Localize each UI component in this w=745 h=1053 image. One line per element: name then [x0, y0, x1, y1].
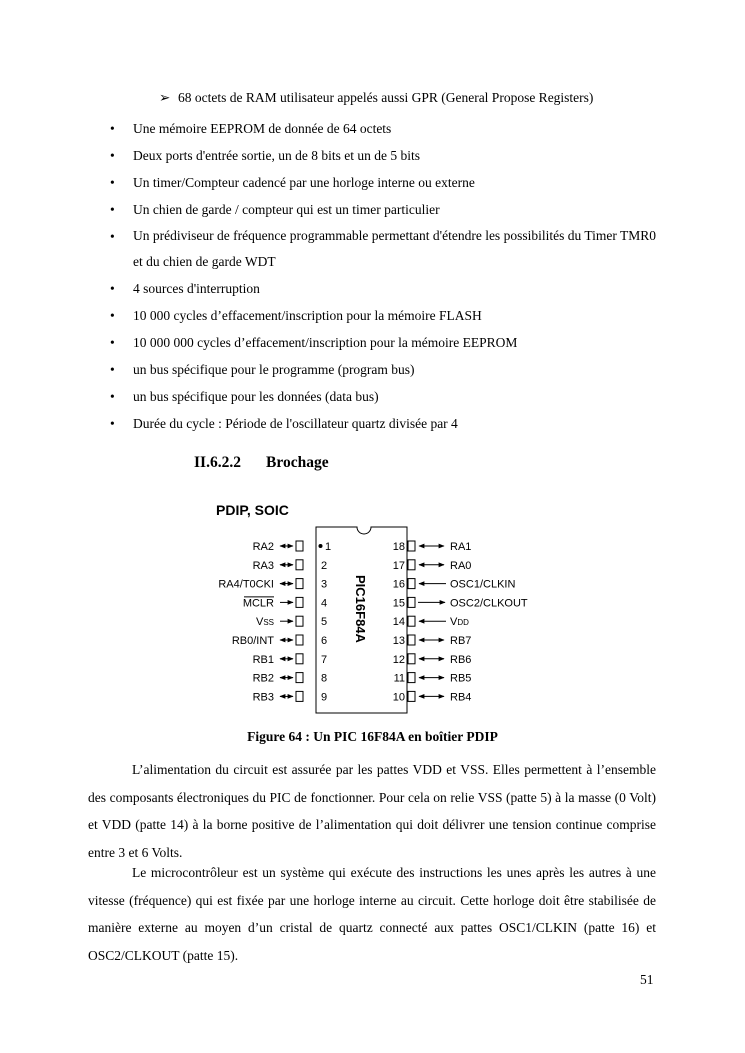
bullet-dot-icon: • — [110, 229, 115, 244]
list-item: • Durée du cycle : Période de l'oscillateur quartz divisée par 4 — [108, 410, 656, 437]
arrow-bullet-icon: ➢ — [159, 90, 171, 105]
pin-label-12: RB6 — [450, 653, 472, 666]
pinout-diagram — [0, 495, 745, 720]
pin-label-13: RB7 — [450, 635, 472, 647]
pin-number-11: 11 — [393, 672, 405, 685]
pin-number-6: 6 — [321, 635, 328, 647]
pin-number-8: 8 — [321, 672, 328, 685]
pin-label-10: RB4 — [450, 691, 472, 704]
pin-15-pad — [408, 597, 415, 607]
pin-label-8: RB2 — [252, 672, 274, 685]
pin-number-14: 14 — [392, 616, 405, 629]
figure-caption: Figure 64 : Un PIC 16F84A en boîtier PDIP — [247, 729, 498, 744]
pin-label-6: RB0/INT — [231, 635, 274, 647]
pin-number-9: 9 — [321, 691, 328, 704]
pin-label-9: RB3 — [252, 691, 274, 704]
list-item: • Un timer/Compteur cadencé par une horloge interne ou externe — [108, 169, 656, 196]
pin-number-2: 2 — [321, 559, 328, 572]
pin-label-3: RA4/T0CKI — [218, 578, 274, 591]
bullet-dot-icon: • — [110, 175, 115, 190]
paragraph: Le microcontrôleur est un système qui exécute des instructions les unes après les autres à une vitesse (fréquence) qui est fixée par une horloge interne au circuit. Cette horloge doit être stabilisée de manière externe au moyen d’un cristal de quartz connecté aux pattes OSC1/CLKIN (patte 16) et OSC2/CLKOUT (patte 15). — [88, 865, 656, 963]
bullet-dot-icon: • — [110, 281, 115, 296]
list-item: • Deux ports d'entrée sortie, un de 8 bits et un de 5 bits — [108, 142, 656, 169]
pin-label-7: RB1 — [252, 653, 274, 666]
pin-number-3: 3 — [321, 578, 328, 591]
pin-6-pad — [296, 635, 303, 645]
pin-12-pad — [408, 654, 415, 664]
pin-label-5: VSS — [255, 616, 274, 629]
pin-label-16: OSC1/CLKIN — [450, 578, 516, 591]
bullet-dot-icon: • — [110, 148, 115, 163]
package-label: PDIP, SOIC — [216, 502, 289, 518]
bullet-dot-icon: • — [110, 416, 115, 431]
pin-label-15: OSC2/CLKOUT — [450, 597, 528, 610]
pin-14-pad — [408, 616, 415, 626]
pin-number-1: 1 — [322, 541, 332, 553]
list-item: • un bus spécifique pour le programme (program bus) — [108, 356, 656, 383]
bullet-dot-icon: • — [110, 308, 115, 323]
pin-number-18: 18 — [392, 541, 405, 553]
bullet-dot-icon: • — [110, 335, 115, 350]
pin-3-pad — [296, 579, 303, 589]
pinout-figure — [0, 495, 745, 720]
pin-18-pad — [408, 541, 415, 551]
pin-16-pad — [408, 579, 415, 589]
bullet-dot-icon: • — [110, 389, 115, 404]
pin-label-4: MCLR — [242, 597, 274, 610]
pin-label-11: RB5 — [450, 672, 472, 685]
pin-label-2: RA3 — [252, 559, 274, 572]
list-item: • Un prédiviseur de fréquence programmable permettant d'étendre les possibilités du Timer TMR0 et du chien de garde WDT — [108, 223, 656, 275]
pin-number-13: 13 — [392, 635, 405, 647]
list-item: • 10 000 000 cycles d’effacement/inscription pour la mémoire EEPROM — [108, 329, 656, 356]
pin-number-17: 17 — [392, 559, 405, 572]
pin-9-pad — [296, 691, 303, 701]
bullet-dot-icon: • — [110, 362, 115, 377]
list-item: • Une mémoire EEPROM de donnée de 64 octets — [108, 115, 656, 142]
section-heading — [194, 454, 329, 472]
pin-1-pad — [296, 541, 303, 551]
pin-11-pad — [408, 673, 415, 683]
pin-number-5: 5 — [321, 616, 328, 629]
pins-group — [218, 527, 528, 713]
list-item: • 10 000 cycles d’effacement/inscription pour la mémoire FLASH — [108, 302, 656, 329]
pin-4-pad — [296, 597, 303, 607]
list-item: • un bus spécifique pour les données (data bus) — [108, 383, 656, 410]
pin-number-4: 4 — [321, 597, 328, 610]
bullet-dot-icon: • — [110, 121, 115, 136]
pin-2-pad — [296, 560, 303, 570]
page-number: 51 — [640, 972, 654, 987]
list-item: • 4 sources d'interruption — [108, 275, 656, 302]
pin-number-12: 12 — [392, 653, 405, 666]
pin-17-pad — [408, 560, 415, 570]
pin-number-16: 16 — [392, 578, 405, 591]
section-title: Brochage — [266, 454, 329, 471]
pin-10-pad — [408, 691, 415, 701]
section-number: II.6.2.2 — [194, 454, 241, 471]
pin-label-17: RA0 — [450, 559, 472, 572]
feature-list — [108, 115, 656, 437]
chip-name: PIC16F84A — [353, 575, 368, 643]
pin-number-7: 7 — [321, 653, 328, 666]
paragraph: L’alimentation du circuit est assurée par les pattes VDD et VSS. Elles permettent à l’ensemble des composants électroniques du PIC de fonctionner. Pour cela on relie VSS (patte 5) à la masse (0 Volt) et VDD (patte 14) à la borne positive de l’alimentation qui doit délivrer une tension continue comprise entre 3 et 6 Volts. — [88, 762, 656, 860]
sub-bullet-text: 68 octets de RAM utilisateur appelés aussi GPR (General Propose Registers) — [178, 90, 594, 105]
pin-number-15: 15 — [392, 597, 405, 610]
pin-13-pad — [408, 635, 415, 645]
pin-number-10: 10 — [392, 691, 405, 704]
list-item: • Un chien de garde / compteur qui est un timer particulier — [108, 196, 656, 223]
pin-7-pad — [296, 654, 303, 664]
pin-label-14: VDD — [450, 616, 469, 629]
pin-label-1: RA2 — [252, 541, 274, 553]
pin-8-pad — [296, 673, 303, 683]
pin-label-18: RA1 — [450, 541, 472, 553]
bullet-dot-icon: • — [110, 202, 115, 217]
pin-5-pad — [296, 616, 303, 626]
sub-bullet-item — [159, 88, 593, 108]
